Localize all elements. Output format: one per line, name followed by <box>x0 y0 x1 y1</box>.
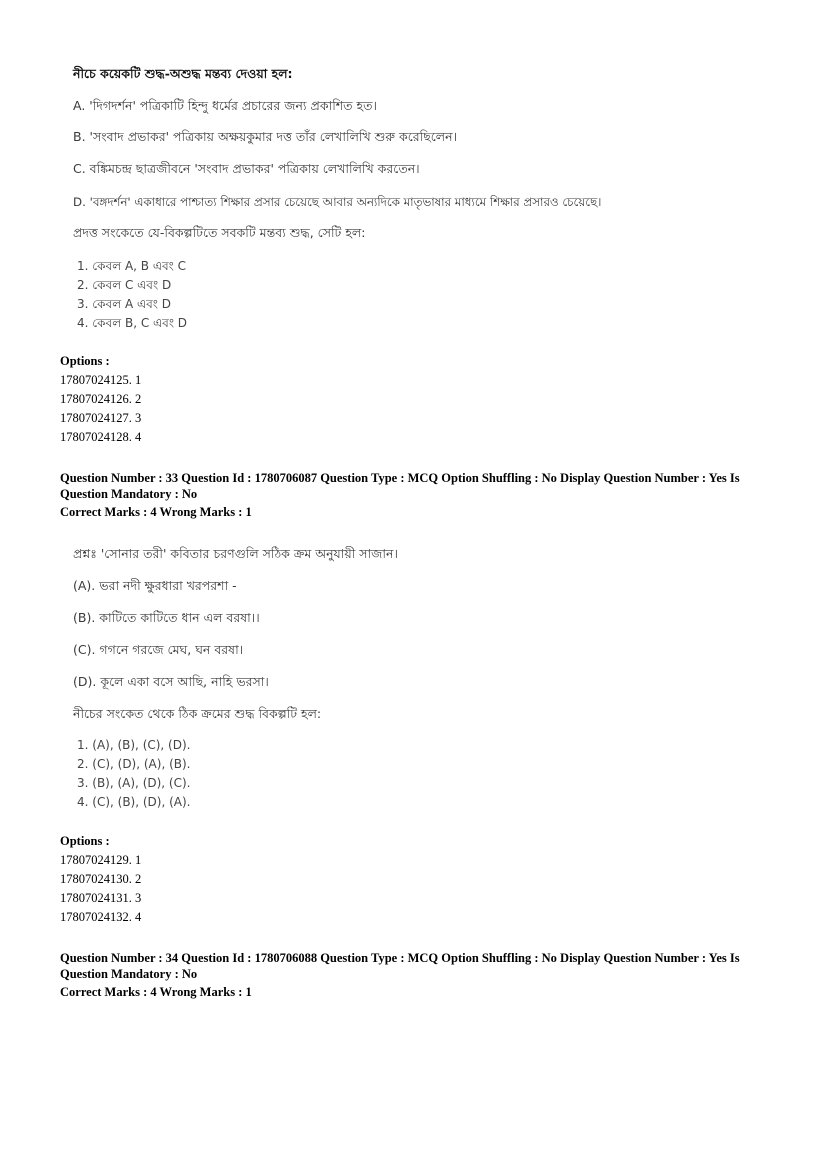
question-meta-line: Question Number : 34 Question Id : 1780706088 Question Type : MCQ Option Shuffling : No Display Question Number : Yes Is <box>60 951 740 965</box>
question-meta-line: Question Number : 33 Question Id : 1780706087 Question Type : MCQ Option Shuffling : No Display Question Number : Yes Is <box>60 471 740 485</box>
option-id: 17807024131. 3 <box>60 891 142 905</box>
statement-c: C. বঙ্কিমচন্দ্র ছাত্রজীবনে 'সংবাদ প্রভাকর' পত্রিকায় লেখালিখি করতেন। <box>73 161 420 176</box>
options-label: Options : <box>60 834 110 848</box>
option-id: 17807024130. 2 <box>60 872 142 886</box>
question-text: প্রশ্নঃ 'সোনার তরী' কবিতার চরণগুলি সঠিক ক্রম অনুযায়ী সাজান। <box>73 546 398 561</box>
marks-line: Correct Marks : 4 Wrong Marks : 1 <box>60 985 252 999</box>
question-meta-line: Question Mandatory : No <box>60 967 198 981</box>
verse-line-d: (D). কূলে একা বসে আছি, নাহি ভরসা। <box>73 674 269 689</box>
question-prompt: নীচের সংকেত থেকে ঠিক ক্রমের শুদ্ধ বিকল্পটি হল: <box>73 706 322 721</box>
choice-3: 3. (B), (A), (D), (C). <box>77 776 191 790</box>
choice-1: 1. কেবল A, B এবং C <box>77 259 187 273</box>
choice-4: 4. কেবল B, C এবং D <box>77 316 188 330</box>
options-label: Options : <box>60 354 110 368</box>
statement-a: A. 'দিগদর্শন' পত্রিকাটি হিন্দু ধর্মের প্রচারের জন্য প্রকাশিত হত। <box>73 98 377 113</box>
question-heading: নীচে কয়েকটি শুদ্ধ-অশুদ্ধ মন্তব্য দেওয়া হল: <box>73 66 293 81</box>
verse-line-a: (A). ভরা নদী ক্ষুরধারা খরপরশা - <box>73 578 237 593</box>
option-id: 17807024129. 1 <box>60 853 142 867</box>
choice-4: 4. (C), (B), (D), (A). <box>77 795 191 809</box>
statement-b: B. 'সংবাদ প্রভাকর' পত্রিকায় অক্ষয়কুমার দত্ত তাঁর লেখালিখি শুরু করেছিলেন। <box>73 129 458 144</box>
option-id: 17807024127. 3 <box>60 411 142 425</box>
option-id: 17807024132. 4 <box>60 910 142 924</box>
question-meta-line: Question Mandatory : No <box>60 487 198 501</box>
statement-d: D. 'বঙ্গদর্শন' একাধারে পাশ্চাত্য শিক্ষার প্রসার চেয়েছে আবার অন্যদিকে মাতৃভাষার মাধ্যমে শিক্ষার প্রসারও চেয়েছে। <box>73 195 602 209</box>
choice-2: 2. (C), (D), (A), (B). <box>77 757 191 771</box>
option-id: 17807024128. 4 <box>60 430 142 444</box>
option-id: 17807024125. 1 <box>60 373 142 387</box>
option-id: 17807024126. 2 <box>60 392 142 406</box>
question-prompt: প্রদত্ত সংকেতে যে-বিকল্পটিতে সবকটি মন্তব্য শুদ্ধ, সেটি হল: <box>73 225 366 240</box>
verse-line-c: (C). গগনে গরজে মেঘ, ঘন বরষা। <box>73 642 244 657</box>
choice-2: 2. কেবল C এবং D <box>77 278 172 292</box>
question-meta <box>60 950 760 1000</box>
choice-3: 3. কেবল A এবং D <box>77 297 172 311</box>
choice-1: 1. (A), (B), (C), (D). <box>77 738 191 752</box>
question-meta <box>60 470 760 520</box>
marks-line: Correct Marks : 4 Wrong Marks : 1 <box>60 505 252 519</box>
verse-line-b: (B). কাটিতে কাটিতে ধান এল বরষা।। <box>73 610 260 625</box>
